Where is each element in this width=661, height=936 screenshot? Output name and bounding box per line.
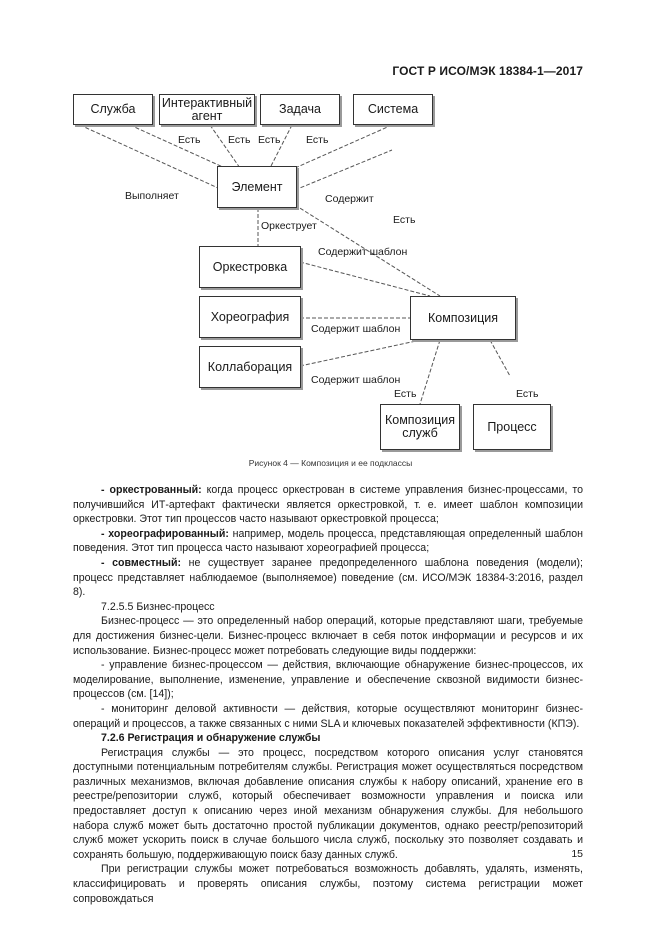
term-orchestrated: - оркестрованный: <box>101 484 202 496</box>
connector-composition-servicecomp <box>420 340 440 404</box>
section-heading-business-process: 7.2.5.5 Бизнес-процесс <box>101 600 215 613</box>
box-process <box>473 404 551 450</box>
paragraph-business-process: Бизнес-процесс — это определенный набор операций, которые представляют шаги, требуемые для достижения бизнес-цели. Бизнес-процесс включает в себя поток информации и ресурсов и их использование. Бизнес-процесс может потребовать следующие виды поддержки: <box>73 615 583 657</box>
paragraph-choreographed-text: например, модель процесса, представляющая определенный шаблон поведения. Этот тип процесса часто называют хореографией процесса; <box>73 527 583 555</box>
label-is-a-2: Есть <box>228 134 251 146</box>
box-task <box>260 94 340 125</box>
figure-caption: Рисунок 4 — Композиция и ее подклассы <box>248 458 413 468</box>
box-element <box>217 166 297 208</box>
paragraph-orchestrated <box>73 483 583 527</box>
label-is-a-6: Есть <box>394 388 417 400</box>
label-contains-template-2: Содержит шаблон <box>311 323 401 335</box>
document-code: ГОСТ Р ИСО/МЭК 18384-1—2017 <box>392 64 583 78</box>
box-orchestration <box>199 246 301 288</box>
box-orchestration-label: Оркестровка <box>212 259 288 274</box>
paragraph-collaborative-text: не существует заранее предопределенного шаблона поведения (модели); процесс представляет наблюдаемое (выполняемое) поведение (см. ИСО/МЭК 18384-3:2016, раздел 8). <box>73 556 583 599</box>
paragraph-choreographed <box>73 527 583 556</box>
box-service-label: Служба <box>90 102 136 116</box>
label-is-a-1: Есть <box>178 134 201 146</box>
box-service <box>73 94 153 125</box>
connector-system-element <box>295 125 392 168</box>
connector-contains <box>295 150 392 190</box>
label-is-a-7: Есть <box>516 388 539 400</box>
box-composition <box>410 296 516 340</box>
box-system <box>353 94 433 125</box>
connector-task-element <box>270 125 292 168</box>
connector-template3 <box>300 338 430 366</box>
box-collaboration-label: Коллаборация <box>207 359 293 374</box>
box-composition-label: Композиция <box>427 310 499 325</box>
connector-service-element <box>130 125 225 168</box>
paragraph-collaborative <box>73 556 583 600</box>
box-choreography <box>199 296 301 338</box>
label-orchestrates: Оркеструет <box>261 220 317 232</box>
term-choreographed: - хореографированный: <box>101 527 229 540</box>
box-service-comp-line1: Композиция <box>384 413 456 427</box>
connector-agent-element <box>210 125 240 168</box>
paragraph-registration: Регистрация службы — это процесс, посредством которого описания услуг становятся доступными потенциальным потребителям службы. Регистрация может осуществляться посредством различных механизмов, включая добавление описания службы к набору описаний, хранение его в реестре/репозитории служб, который обеспечивает возможности управления и поиска или предоставляет доступ к описанию через иной механизм обнаружения службы. Для небольшого набора служб может быть достаточно простой публикации документов, однако реестр/репозиторий служб может ускорить поиск в случае большого числа служб, поскольку это позволяет создавать и сохранять большую, поддерживающую поиск базу данных служб. <box>73 746 583 861</box>
paragraph-bam: - мониторинг деловой активности — действия, которые осуществляют мониторинг бизнес-операций и процессов, а также связанных с ними SLA и ключевых показателей эффективности (КПЭ). <box>73 702 583 730</box>
box-system-label: Система <box>367 102 419 116</box>
box-service-composition <box>380 404 460 450</box>
label-is-a-4: Есть <box>306 134 329 146</box>
paragraph-bpm: - управление бизнес-процессом — действия, включающие обнаружение бизнес-процессов, их моделирование, выполнение, изменение, управление и обеспечение сквозной видимости бизнес-процессов (см. [14]); <box>73 659 583 701</box>
label-is-a-5: Есть <box>393 214 416 226</box>
label-is-a-3: Есть <box>258 134 281 146</box>
label-contains-template-1: Содержит шаблон <box>318 246 408 258</box>
label-contains: Содержит <box>325 193 374 205</box>
box-agent-label-line2: агент <box>191 108 223 123</box>
paragraph-orchestrated-text: когда процесс оркестрован в системе управления бизнес-процессами, то получившийся ИТ-артефакт фактически является оркестровкой, т. е. имеет шаблон композиции оркестровки. Этот тип процессов часто называют оркестровкой процесса; <box>73 484 583 526</box>
paragraph-registration-2: При регистрации службы может потребоваться возможность добавлять, удалять, изменять, классифицировать и проверять описания службы, поэтому система регистрации может сопровождаться <box>73 863 583 905</box>
page-number: 15 <box>571 848 583 860</box>
label-contains-template-3: Содержит шаблон <box>311 374 401 386</box>
term-collaborative: - совместный: <box>101 556 182 569</box>
connector-composition-process <box>490 340 510 376</box>
box-process-label: Процесс <box>487 419 537 434</box>
box-collaboration <box>199 346 301 388</box>
box-element-label: Элемент <box>231 179 283 194</box>
box-agent-label-line1: Интерактивный <box>161 95 253 110</box>
connector-template1 <box>300 262 430 296</box>
box-task-label: Задача <box>279 102 321 116</box>
label-performs: Выполняет <box>125 190 179 202</box>
box-service-comp-line2: служб <box>402 426 438 440</box>
section-heading-registration: 7.2.6 Регистрация и обнаружение службы <box>101 732 321 745</box>
box-choreography-label: Хореография <box>210 309 290 324</box>
body-text <box>73 483 583 906</box>
box-interactive-agent <box>159 94 255 125</box>
